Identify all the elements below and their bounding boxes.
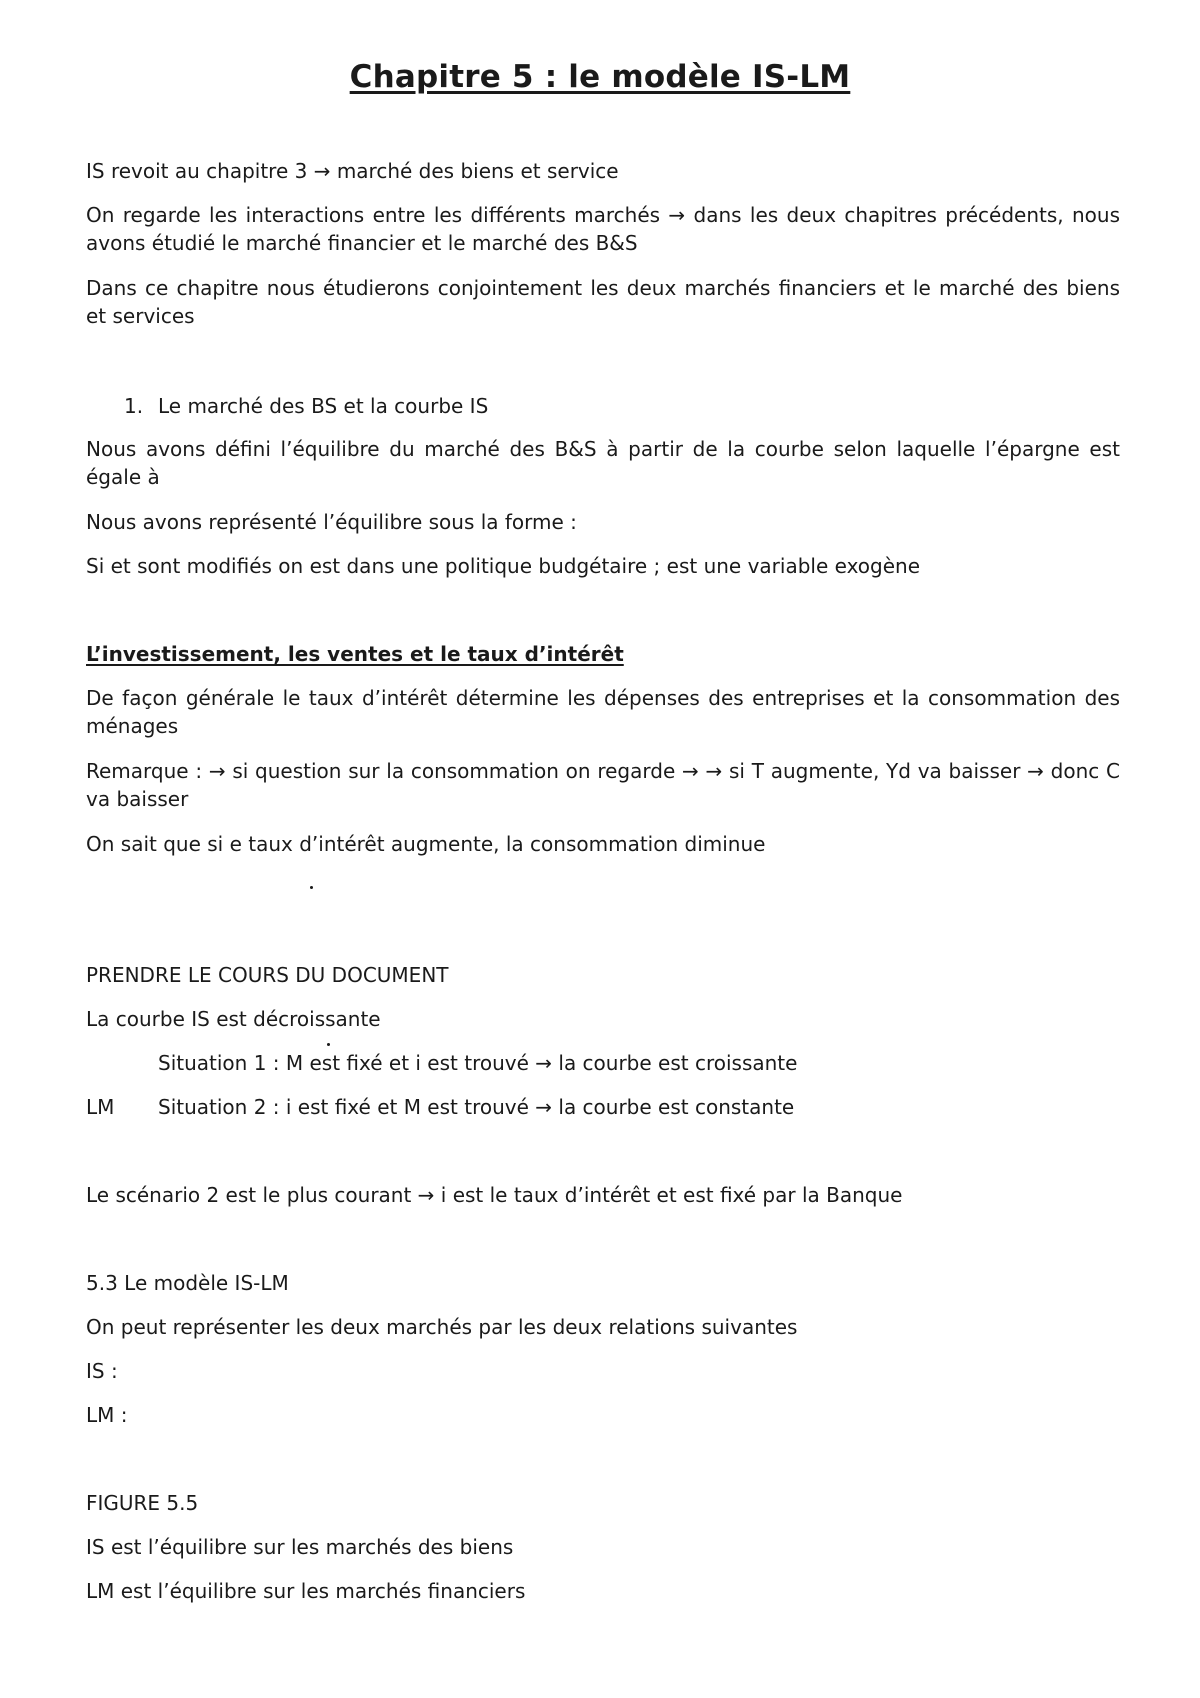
situation-1-row bbox=[86, 1049, 1120, 1077]
subsection-heading: L’investissement, les ventes et le taux d’intérêt bbox=[86, 642, 624, 666]
figure-reference: FIGURE 5.5 bbox=[86, 1491, 199, 1515]
is-equation-label: IS : bbox=[86, 1359, 118, 1383]
section-1-paragraph-2: Nous avons représenté l’équilibre sous la forme : bbox=[86, 510, 577, 534]
section-5-3-heading: 5.3 Le modèle IS-LM bbox=[86, 1271, 289, 1295]
situation-2-text: Situation 2 : i est fixé et M est trouvé → la courbe est constante bbox=[158, 1095, 795, 1119]
page-title: Chapitre 5 : le modèle IS-LM bbox=[349, 59, 851, 95]
subsection-paragraph-1: De façon générale le taux d’intérêt détermine les dépenses des entreprises et la consommation des ménages bbox=[86, 686, 1120, 738]
lm-label: LM bbox=[86, 1095, 115, 1119]
list-heading-text: Le marché des BS et la courbe IS bbox=[158, 394, 489, 418]
situation-1-text: Situation 1 : M est fixé et i est trouvé → la courbe est croissante bbox=[158, 1051, 798, 1075]
section-1-heading bbox=[124, 392, 488, 420]
section-5-3-paragraph-1: On peut représenter les deux marchés par les deux relations suivantes bbox=[86, 1315, 798, 1339]
is-decreasing-text: La courbe IS est décroissante bbox=[86, 1007, 381, 1031]
list-number: 1. bbox=[124, 394, 144, 418]
section-1-paragraph-3: Si et sont modifiés on est dans une politique budgétaire ; est une variable exogène bbox=[86, 554, 921, 578]
subsection-paragraph-3: On sait que si e taux d’intérêt augmente, la consommation diminue bbox=[86, 832, 766, 856]
intro-paragraph-2: On regarde les interactions entre les différents marchés → dans les deux chapitres précédents, nous avons étudié le marché financier et le marché des B&S bbox=[86, 203, 1120, 255]
document-note: PRENDRE LE COURS DU DOCUMENT bbox=[86, 963, 449, 987]
lm-definition: LM est l’équilibre sur les marchés financiers bbox=[86, 1579, 526, 1603]
scenario-2-text: Le scénario 2 est le plus courant → i est le taux d’intérêt et est fixé par la Banque bbox=[86, 1183, 903, 1207]
intro-paragraph-3: Dans ce chapitre nous étudierons conjointement les deux marchés financiers et le marché des biens et services bbox=[86, 276, 1120, 328]
situation-2-row bbox=[86, 1093, 1120, 1121]
intro-paragraph-1: IS revoit au chapitre 3 → marché des biens et service bbox=[86, 159, 619, 183]
subsection-remark: Remarque : → si question sur la consommation on regarde → → si T augmente, Yd va baisser → donc C va baisser bbox=[86, 759, 1120, 811]
lm-equation-label: LM : bbox=[86, 1403, 128, 1427]
stray-dot-mark-2 bbox=[327, 1043, 330, 1046]
section-1-paragraph-1: Nous avons défini l’équilibre du marché des B&S à partir de la courbe selon laquelle l’épargne est égale à bbox=[86, 437, 1120, 489]
stray-dot-mark bbox=[310, 886, 313, 889]
is-definition: IS est l’équilibre sur les marchés des biens bbox=[86, 1535, 514, 1559]
